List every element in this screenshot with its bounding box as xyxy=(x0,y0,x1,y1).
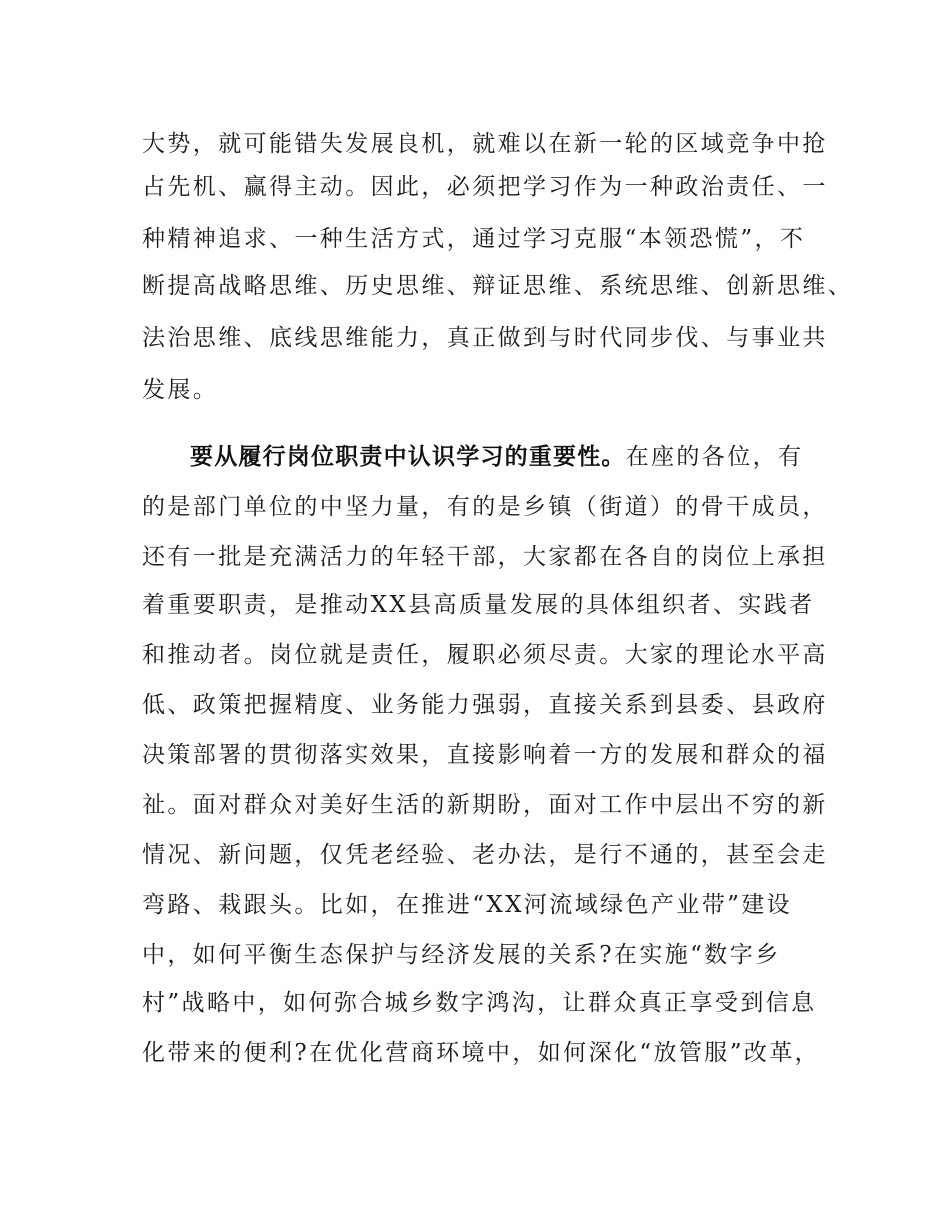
paragraph-2-line-2: 的是部门单位的中坚力量，有的是乡镇（街道）的骨干成员， xyxy=(142,494,828,520)
paragraph-2-line-13: 化带来的便利?在优化营商环境中，如何深化“放管服”改革， xyxy=(142,1040,821,1066)
paragraph-1-line-5: 法治思维、底线思维能力，真正做到与时代同步伐、与事业共 xyxy=(142,325,828,351)
paragraph-2-line-7: 决策部署的贯彻落实效果，直接影响着一方的发展和群众的福 xyxy=(142,742,828,768)
paragraph-1-line-2: 占先机、赢得主动。因此，必须把学习作为一种政治责任、一 xyxy=(142,174,828,200)
paragraph-2-line-9: 情况、新问题，仅凭老经验、老办法，是行不通的，甚至会走 xyxy=(142,842,828,868)
paragraph-2-line-5: 和推动者。岗位就是责任，履职必须尽责。大家的理论水平高 xyxy=(142,642,828,668)
paragraph-2-line-12: 村”战略中，如何弥合城乡数字鸿沟，让群众真正享受到信息 xyxy=(142,990,817,1016)
paragraph-2-line-11: 中，如何平衡生态保护与经济发展的关系?在实施“数字乡 xyxy=(142,942,781,968)
paragraph-1-line-4: 断提高战略思维、历史思维、辩证思维、系统思维、创新思维、 xyxy=(142,273,854,299)
paragraph-2-line-1-text: 在座的各位，有 xyxy=(625,444,804,470)
paragraph-2-line-10: 弯路、栽跟头。比如，在推进“XX河流域绿色产业带”建设 xyxy=(142,892,793,918)
paragraph-2-line-8: 祉。面对群众对美好生活的新期盼，面对工作中层出不穷的新 xyxy=(142,792,828,818)
paragraph-1-line-3: 种精神追求、一种生活方式，通过学习克服“本领恐慌”，不 xyxy=(142,226,806,252)
paragraph-1-line-1: 大势，就可能错失发展良机，就难以在新一轮的区域竞争中抢 xyxy=(142,131,828,157)
paragraph-2-line-6: 低、政策把握精度、业务能力强弱，直接关系到县委、县政府 xyxy=(142,692,828,718)
paragraph-2-line-3: 还有一批是充满活力的年轻干部，大家都在各自的岗位上承担 xyxy=(142,544,828,570)
paragraph-1-line-6: 发展。 xyxy=(142,377,219,403)
section-heading: 要从履行岗位职责中认识学习的重要性。 xyxy=(190,444,626,470)
paragraph-2-line-1 xyxy=(190,437,803,477)
paragraph-2-line-4: 着重要职责，是推动XX县高质量发展的具体组织者、实践者 xyxy=(142,592,815,618)
